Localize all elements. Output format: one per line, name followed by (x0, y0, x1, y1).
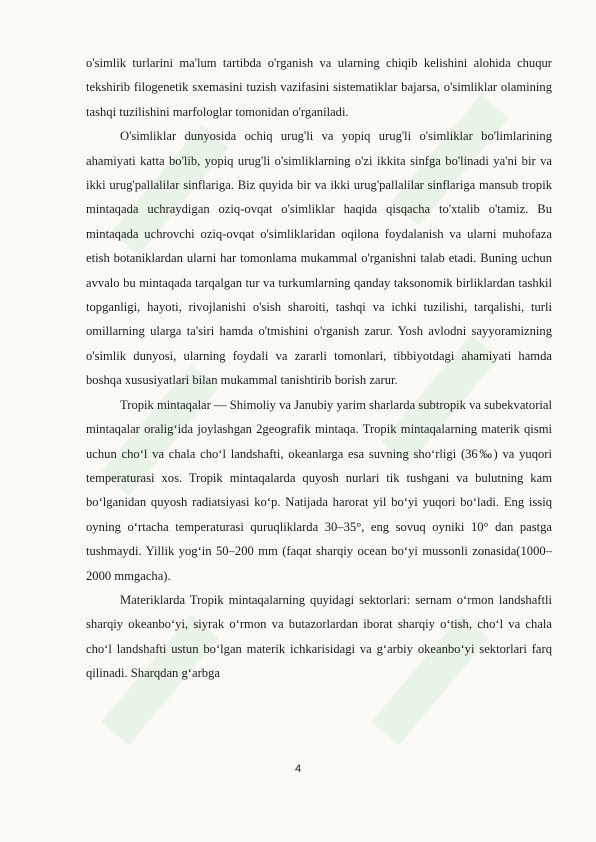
paragraph-4: Materiklarda Tropik mintaqalarning quyidagi sektorlari: sernam o‘rmon landshaftli sharqiy okeanbo‘yi, siyrak o‘rmon va butazorlardan iborat sharqiy o‘tish, cho‘l va chala cho‘l landshafti ustun bo‘lgan materik ichkarisidagi va g‘arbiy okeanbo‘yi sektorlari farq qilinadi. Sharqdan g‘arbga (86, 592, 552, 681)
paragraph-2: O'simliklar dunyosida ochiq urug'li va yopiq urug'li o'simliklar bo'limlarining ahamiyati katta bo'lib, yopiq urug'li o'simliklarning o'zi ikkita sinfga bo'linadi ya'ni bir va ikki urug'pallalilar sinflariga. Biz quyida bir va ikki urug'pallalilar sinflariga mansub tropik mintaqada uchraydigan oziq-ovqat o'simliklar haqida qisqacha to'xtalib o'tamiz. Bu mintaqada uchrovchi oziq-ovqat o'simliklaridan oqilona foydalanish va ularni muhofaza etish botaniklardan ularni har tomonlama mukammal o'rganishni talab etadi. Buning uchun avvalo bu mintaqada tarqalgan tur va turkumlarning qanday taksonomik birliklardan tashkil topganligi, hayoti, rivojlanishi o'sish sharoiti, tashqi va ichki tuzilishi, tarqalishi, turli omillarning ularga ta'siri hamda o'tmishini o'rganish zarur. Yosh avlodni sayyoramizning o'simlik dunyosi, ularning foydali va zararli tomonlari, tibbiyotdagi ahamiyati hamda boshqa xususiyatlari bilan mukammal tanishtirib borish zarur. (86, 129, 552, 388)
page-number: 4 (294, 763, 302, 775)
paragraph-3: Tropik mintaqalar — Shimoliy va Janubiy yarim sharlarda subtropik va subekvatorial mintaqalar oralig‘ida joylashgan 2geografik mintaqa. Tropik mintaqalarning materik qismi uchun cho‘l va chala cho‘l landshafti, okeanlarga esa suvning sho‘rligi (36‰) va yuqori temperaturasi xos. Tropik mintaqalarda quyosh nurlari tik tushgani va bulutning kam bo‘lganidan quyosh radiatsiyasi ko‘p. Natijada harorat yil bo‘yi yuqori bo‘ladi. Eng issiq oyning o‘rtacha temperaturasi quruqliklarda 30–35°, eng sovuq oyniki 10° dan pastga tushmaydi. Yillik yog‘in 50–200 mm (faqat sharqiy ocean bo‘yi mussonli zonasida(1000–2000 mmgacha). (86, 397, 552, 583)
paragraph-1: o'simlik turlarini ma'lum tartibda o'rganish va ularning chiqib kelishini alohida chuqur tekshirib filogenetik sxemasini tuzish vazifasini sistematiklar bajarsa, o'simliklar olamining tashqi tuzilishini marfologlar tomonidan o'rganiladi. (86, 56, 552, 119)
document-body (86, 51, 552, 686)
